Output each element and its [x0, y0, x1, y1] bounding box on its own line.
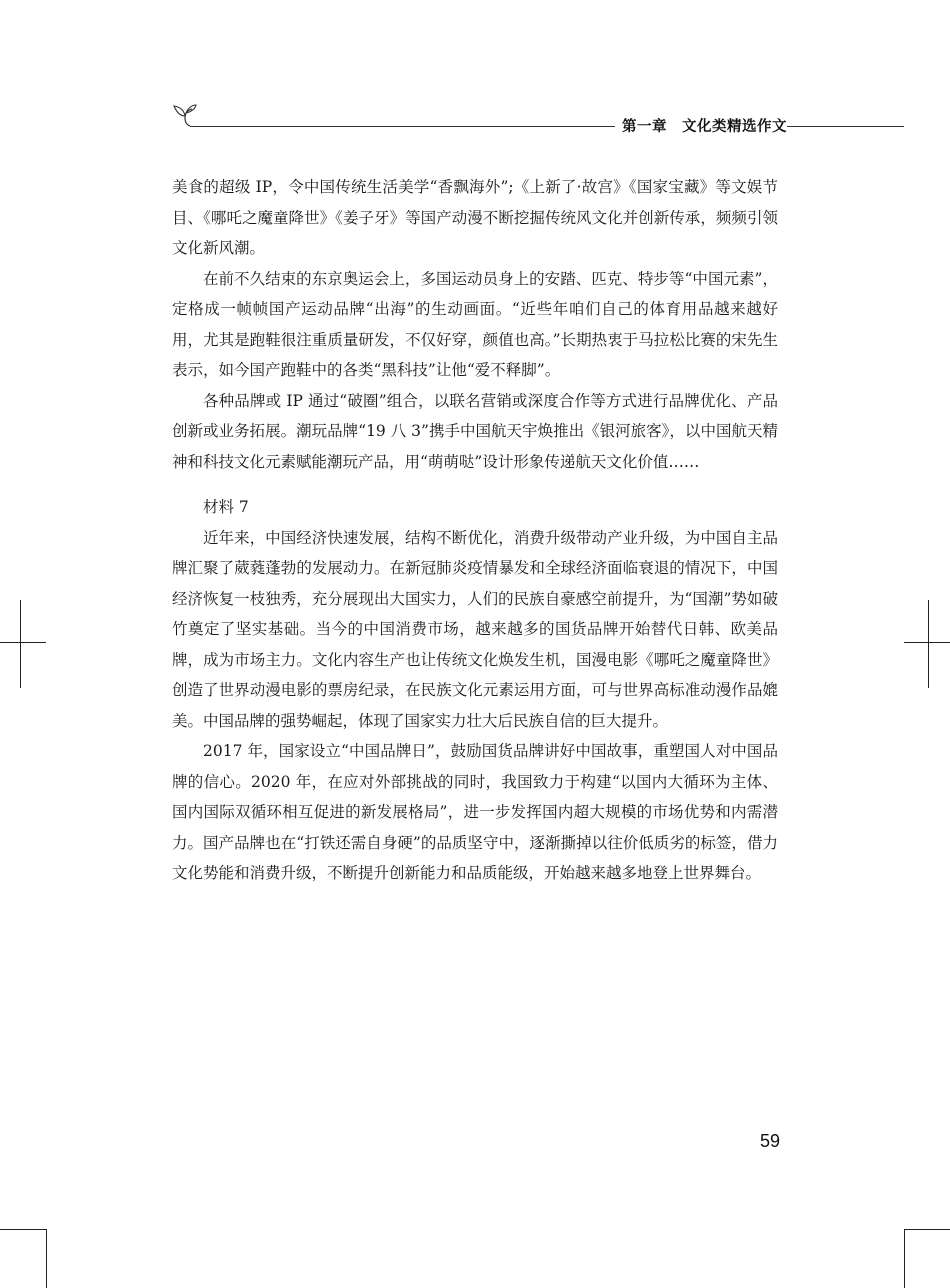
crop-mark-left-horizontal [0, 642, 46, 643]
paragraph: 2017 年，国家设立“中国品牌日”，鼓励国货品牌讲好中国故事，重塑国人对中国品牌的信心。2020 年，在应对外部挑战的同时，我国致力于构建“以国内大循环为主体、国内国际双循环相互促进的新发展格局”，进一步发挥国内超大规模的市场优势和内需潜力。国产品牌也在“打铁还需自身硬”的品质坚守中，逐渐撕掉以往价低质劣的标签，借力文化势能和消费升级，不断提升创新能力和品质能级，开始越来越多地登上世界舞台。 [172, 742, 778, 882]
running-header-title: 第一章 文化类精选作文 [622, 119, 787, 135]
header-rule-right [787, 126, 904, 127]
paragraph: 在前不久结束的东京奥运会上，多国运动员身上的安踏、匹克、特步等“中国元素”，定格成一帧帧国产运动品牌“出海”的生动画面。“近些年咱们自己的体育用品越来越好用，尤其是跑鞋很注重质量研发，不仅好穿，颜值也高。”长期热衷于马拉松比赛的宋先生表示，如今国产跑鞋中的各类“黑科技”让他“爱不释脚”。 [172, 269, 778, 379]
crop-mark-left-vertical [20, 600, 21, 688]
crop-mark-bottom-right-vertical [904, 1229, 905, 1288]
section-label: 材料 7 [203, 498, 249, 516]
crop-mark-bottom-left-vertical [46, 1229, 47, 1288]
crop-mark-right-horizontal [904, 642, 950, 643]
paragraph: 近年来，中国经济快速发展，结构不断优化，消费升级带动产业升级，为中国自主品牌汇聚了葳蕤蓬勃的发展动力。在新冠肺炎疫情暴发和全球经济面临衰退的情况下，中国经济恢复一枝独秀，充分展现出大国实力，人们的民族自豪感空前提升，为“国潮”势如破竹奠定了坚实基础。当今的中国消费市场，越来越多的国货品牌开始替代日韩、欧美品牌，成为市场主力。文化内容生产也让传统文化焕发生机，国漫电影《哪吒之魔童降世》创造了世界动漫电影的票房纪录，在民族文化元素运用方面，可与世界高标准动漫作品媲美。中国品牌的强势崛起，体现了国家实力壮大后民族自信的巨大提升。 [172, 528, 778, 730]
paragraph: 美食的超级 IP，令中国传统生活美学“香飘海外”;《上新了·故宫》《国家宝藏》等文娱节目、《哪吒之魔童降世》《姜子牙》等国产动漫不断挖掘传统风文化并创新传承，频频引领文化新风潮。 [172, 178, 778, 257]
crop-mark-right-vertical [928, 600, 929, 688]
paragraph: 各种品牌或 IP 通过“破圈”组合，以联名营销或深度合作等方式进行品牌优化、产品创新或业务拓展。潮玩品牌“19 八 3”携手中国航天宇焕推出《银河旅客》，以中国航天精神和科技文化元素赋能潮玩产品，用“萌萌哒”设计形象传递航天文化价值…… [172, 391, 778, 471]
crop-mark-bottom-left-horizontal [0, 1229, 46, 1230]
header-rule-left [190, 126, 615, 127]
crop-mark-bottom-right-horizontal [904, 1229, 950, 1230]
leaf-sprout-icon [168, 101, 198, 129]
body-text [172, 172, 778, 889]
page-number: 59 [759, 1131, 780, 1151]
